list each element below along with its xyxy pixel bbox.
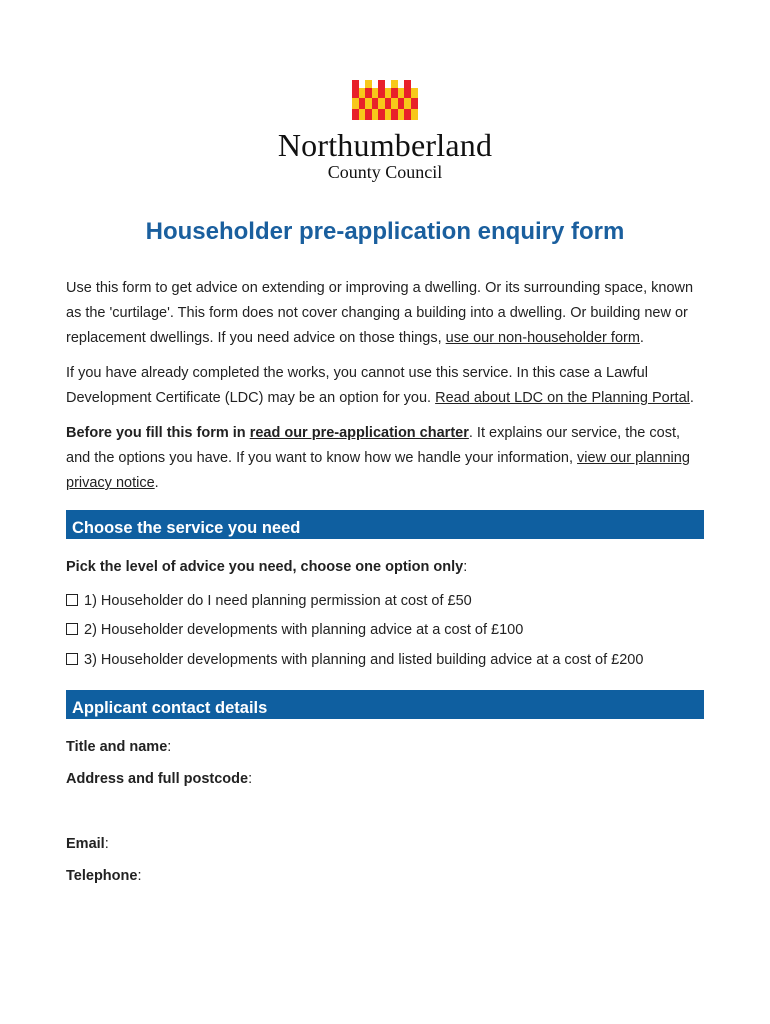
page-title: Householder pre-application enquiry form (145, 218, 625, 245)
logo-name: Northumberland (277, 127, 493, 163)
field-address[interactable] (66, 769, 706, 789)
checkbox-option-2[interactable] (66, 623, 78, 635)
service-section-header: Choose the service you need (66, 510, 704, 539)
field-email-label: Email (66, 836, 105, 852)
checkbox-option-1[interactable] (66, 594, 78, 606)
form-content (66, 276, 706, 886)
intro-paragraph-1 (66, 276, 706, 351)
contact-section-header: Applicant contact details (66, 690, 704, 719)
privacy-notice-link[interactable]: view our planning privacy notice (66, 450, 690, 491)
intro-end-2: . (689, 390, 694, 406)
intro-end-1: . (639, 330, 644, 346)
option-1-label: 1) Householder do I need planning permission at cost of £50 (84, 593, 472, 609)
intro-text-3: . It explains our service, the cost, and the options you have. If you want to know how we handle your information, (66, 425, 681, 466)
field-telephone[interactable] (66, 866, 706, 886)
intro-bold-3: Before you fill this form in (66, 425, 250, 441)
council-logo (0, 80, 770, 182)
intro-paragraph-3 (66, 421, 706, 496)
service-instruction (66, 557, 706, 577)
intro-text-1: Use this form to get advice on extending or improving a dwelling. Or its surrounding space, known as the 'curtilage'. This form does not cover changing a building into a dwelling. Or building new or replacement dwellings. If you need advice on those things, (66, 280, 694, 346)
field-title-name-label: Title and name (66, 739, 168, 755)
field-colon: : (248, 771, 253, 787)
field-colon: : (104, 836, 109, 852)
instruction-bold: Pick the level of advice you need, choose one option only (66, 559, 464, 575)
field-colon: : (167, 739, 172, 755)
intro-end-3: . (154, 475, 159, 491)
field-title-name[interactable] (66, 737, 706, 757)
logo-subtitle: County Council (327, 162, 443, 182)
pre-application-charter-link[interactable]: read our pre-application charter (249, 425, 469, 441)
castle-crest-icon (352, 80, 418, 120)
service-option-3[interactable] (66, 650, 706, 670)
field-colon: : (137, 868, 142, 884)
option-3-label: 3) Householder developments with planning and listed building advice at a cost of £200 (84, 652, 644, 668)
field-telephone-label: Telephone (66, 868, 138, 884)
service-option-1[interactable] (66, 591, 706, 611)
intro-text-2: If you have already completed the works, you cannot use this service. In this case a Lawful Development Certificate (LDC) may be an option for you. (66, 365, 648, 406)
service-option-2[interactable] (66, 620, 706, 640)
intro-paragraph-2 (66, 361, 706, 411)
checkbox-option-3[interactable] (66, 653, 78, 665)
field-address-label: Address and full postcode (66, 771, 249, 787)
field-email[interactable] (66, 834, 706, 854)
non-householder-form-link[interactable]: use our non-householder form (445, 330, 640, 346)
ldc-planning-portal-link[interactable]: Read about LDC on the Planning Portal (435, 390, 690, 406)
instruction-colon: : (463, 559, 468, 575)
option-2-label: 2) Householder developments with planning advice at a cost of £100 (84, 622, 524, 638)
